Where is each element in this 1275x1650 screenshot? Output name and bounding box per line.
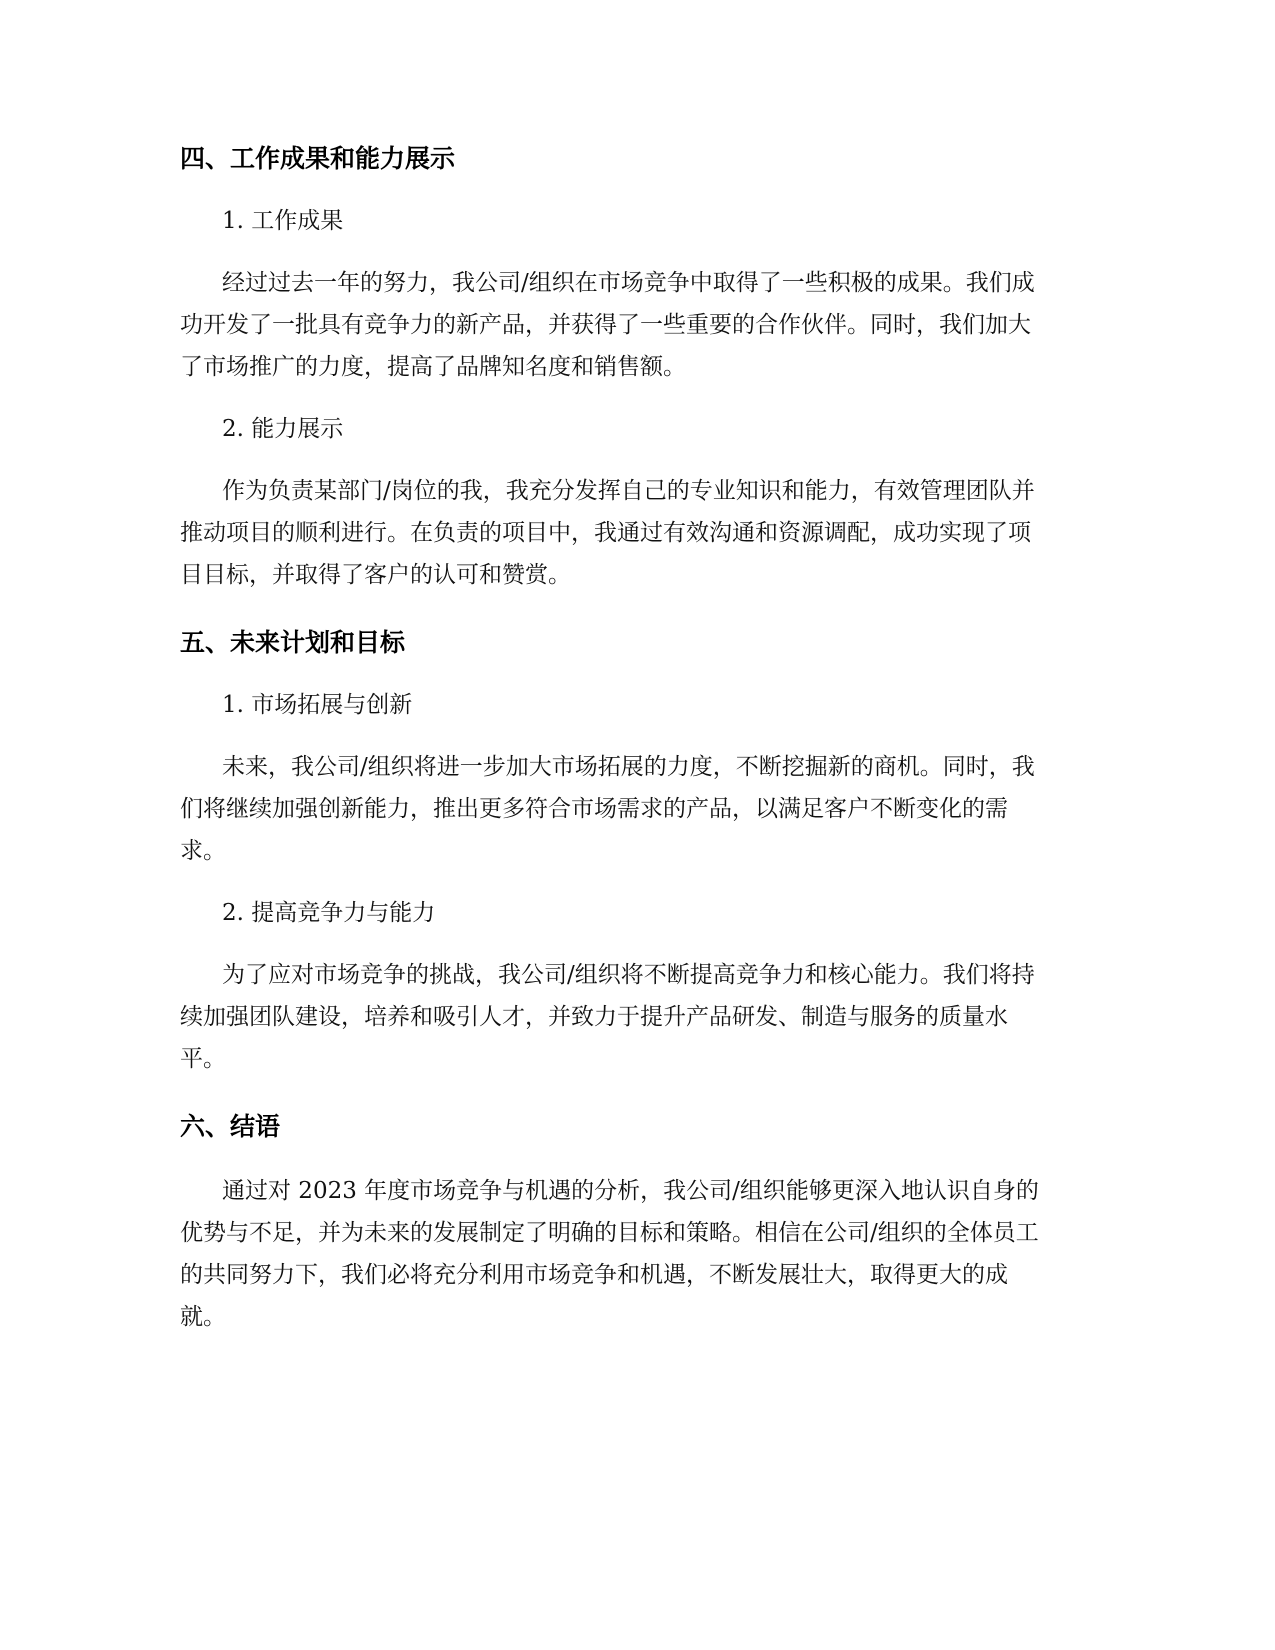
subheading-market-expansion: 1. 市场拓展与创新 [222,692,413,718]
subheading-ability-display: 2. 能力展示 [222,416,344,442]
section-heading-conclusion: 六、结语 [180,1112,281,1141]
paragraph-work-results: 经过过去一年的努力，我公司/组织在市场竞争中取得了一些积极的成果。我们成功开发了一批具有竞争力的新产品，并获得了一些重要的合作伙伴。同时，我们加大了市场推广的力度，提高了品牌知名度和销售额。 [180,270,1035,380]
paragraph-competitiveness: 为了应对市场竞争的挑战，我公司/组织将不断提高竞争力和核心能力。我们将持续加强团队建设，培养和吸引人才，并致力于提升产品研发、制造与服务的质量水平。 [180,962,1035,1072]
section-heading-achievements: 四、工作成果和能力展示 [180,144,456,173]
subheading-work-results: 1. 工作成果 [222,208,344,234]
paragraph-ability-display: 作为负责某部门/岗位的我，我充分发挥自己的专业知识和能力，有效管理团队并推动项目的顺利进行。在负责的项目中，我通过有效沟通和资源调配，成功实现了项目目标，并取得了客户的认可和赞赏。 [180,478,1035,588]
subheading-competitiveness: 2. 提高竞争力与能力 [222,900,436,926]
document-page [180,140,1042,1338]
paragraph-market-expansion: 未来，我公司/组织将进一步加大市场拓展的力度，不断挖掘新的商机。同时，我们将继续加强创新能力，推出更多符合市场需求的产品，以满足客户不断变化的需求。 [180,754,1035,864]
paragraph-conclusion: 通过对 2023 年度市场竞争与机遇的分析，我公司/组织能够更深入地认识自身的优势与不足，并为未来的发展制定了明确的目标和策略。相信在公司/组织的全体员工的共同努力下，我们必将充分利用市场竞争和机遇，不断发展壮大，取得更大的成就。 [180,1178,1039,1330]
section-heading-future-plans: 五、未来计划和目标 [180,628,406,657]
